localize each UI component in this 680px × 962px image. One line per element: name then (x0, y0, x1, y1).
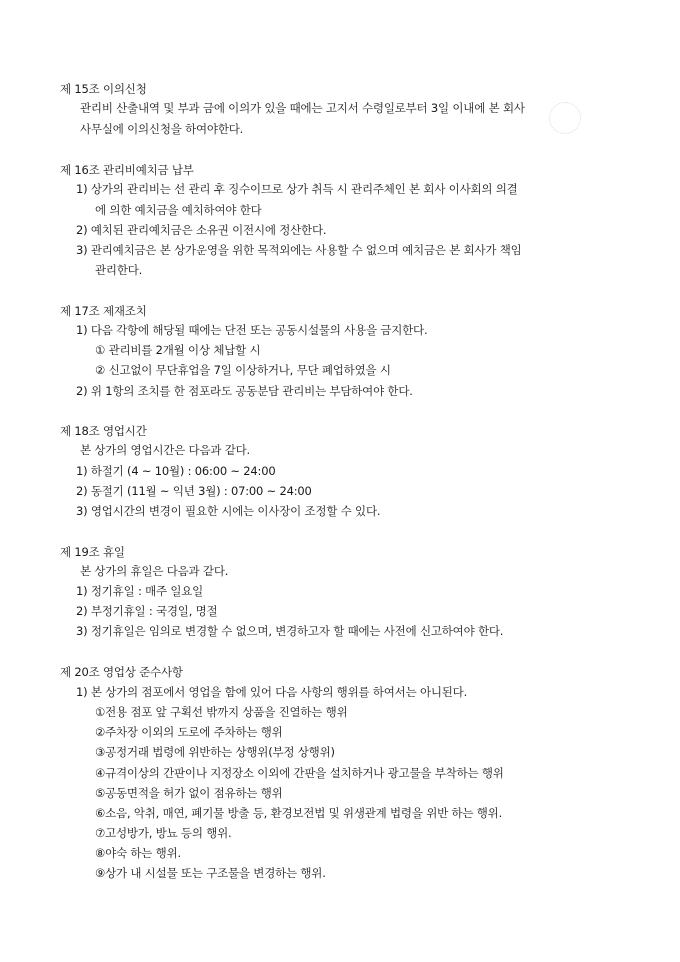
article-15-title: 제 15조 이의신청 (60, 82, 147, 96)
article-19-intro: 본 상가의 휴일은 다음과 같다. (80, 564, 229, 578)
article-17-title: 제 17조 제재조치 (60, 304, 147, 318)
article-20-sub-3: ③공정거래 법령에 위반하는 상행위(부정 상행위) (95, 745, 335, 759)
article-16-title: 제 16조 관리비예치금 납부 (60, 163, 194, 177)
article-20-sub-9: ⑨상가 내 시설물 또는 구조물을 변경하는 행위. (95, 866, 326, 880)
article-16-item-1-cont: 에 의한 예치금을 예치하여야 한다 (95, 203, 262, 217)
article-20-item-1: 1) 본 상가의 점포에서 영업을 함에 있어 다음 사항의 행위를 하여서는 아니된다. (76, 685, 468, 699)
article-20-sub-6: ⑥소음, 악취, 매연, 폐기물 방출 등, 환경보전법 및 위생관계 법령을 위반 하는 행위. (95, 806, 503, 820)
article-15-line-2: 사무실에 이의신청을 하여야한다. (80, 122, 244, 136)
article-19-item-3: 3) 정기휴일은 임의로 변경할 수 없으며, 변경하고자 할 때에는 사전에 신고하여야 한다. (76, 624, 504, 638)
article-15-line-1: 관리비 산출내역 및 부과 금에 이의가 있을 때에는 고지서 수령일로부터 3일 이내에 본 회사 (80, 101, 525, 115)
article-20-sub-5: ⑤공동면적을 허가 없이 점유하는 행위 (95, 786, 283, 800)
article-19-title: 제 19조 휴일 (60, 545, 125, 559)
article-16-item-1: 1) 상가의 관리비는 선 관리 후 징수이므로 상가 취득 시 관리주체인 본 회사 이사회의 의결 (76, 182, 518, 196)
article-18-item-1: 1) 하절기 (4 ~ 10월) : 06:00 ~ 24:00 (76, 464, 276, 478)
article-16-item-3-cont: 관리한다. (95, 263, 143, 277)
article-17-sub-1: ① 관리비를 2개월 이상 체납할 시 (95, 343, 261, 357)
article-18-item-2: 2) 동절기 (11월 ~ 익년 3월) : 07:00 ~ 24:00 (76, 484, 312, 498)
article-17-item-1: 1) 다음 각항에 해당될 때에는 단전 또는 공동시설물의 사용을 금지한다. (76, 323, 428, 337)
article-16-item-3: 3) 관리예치금은 본 상가운영을 위한 목적외에는 사용할 수 없으며 예치금은 본 회사가 책임 (76, 243, 522, 257)
article-17-item-2: 2) 위 1항의 조치를 한 점포라도 공동분담 관리비는 부담하여야 한다. (76, 384, 413, 398)
article-18-intro: 본 상가의 영업시간은 다음과 같다. (80, 443, 251, 457)
article-19-item-1: 1) 정기휴일 : 매주 일요일 (76, 584, 204, 598)
article-20-sub-4: ④규격이상의 간판이나 지정장소 이외에 간판을 설치하거나 광고물을 부착하는 행위 (95, 766, 504, 780)
article-20-title: 제 20조 영업상 준수사항 (60, 665, 183, 679)
article-20-sub-1: ①전용 점포 앞 구획선 밖까지 상품을 진열하는 행위 (95, 705, 348, 719)
article-19-item-2: 2) 부정기휴일 : 국경일, 명절 (76, 604, 218, 618)
article-16-item-2: 2) 예치된 관리예치금은 소유권 이전시에 정산한다. (76, 223, 327, 237)
article-17-sub-2: ② 신고없이 무단휴업을 7일 이상하거나, 무단 폐업하였을 시 (95, 363, 391, 377)
article-18-title: 제 18조 영업시간 (60, 424, 147, 438)
article-20-sub-8: ⑧야숙 하는 행위. (95, 846, 181, 860)
stamp-mark (549, 102, 581, 134)
article-20-sub-7: ⑦고성방가, 방뇨 등의 행위. (95, 826, 232, 840)
article-20-sub-2: ②주차장 이외의 도로에 주차하는 행위 (95, 725, 283, 739)
article-18-item-3: 3) 영업시간의 변경이 필요한 시에는 이사장이 조정할 수 있다. (76, 504, 381, 518)
